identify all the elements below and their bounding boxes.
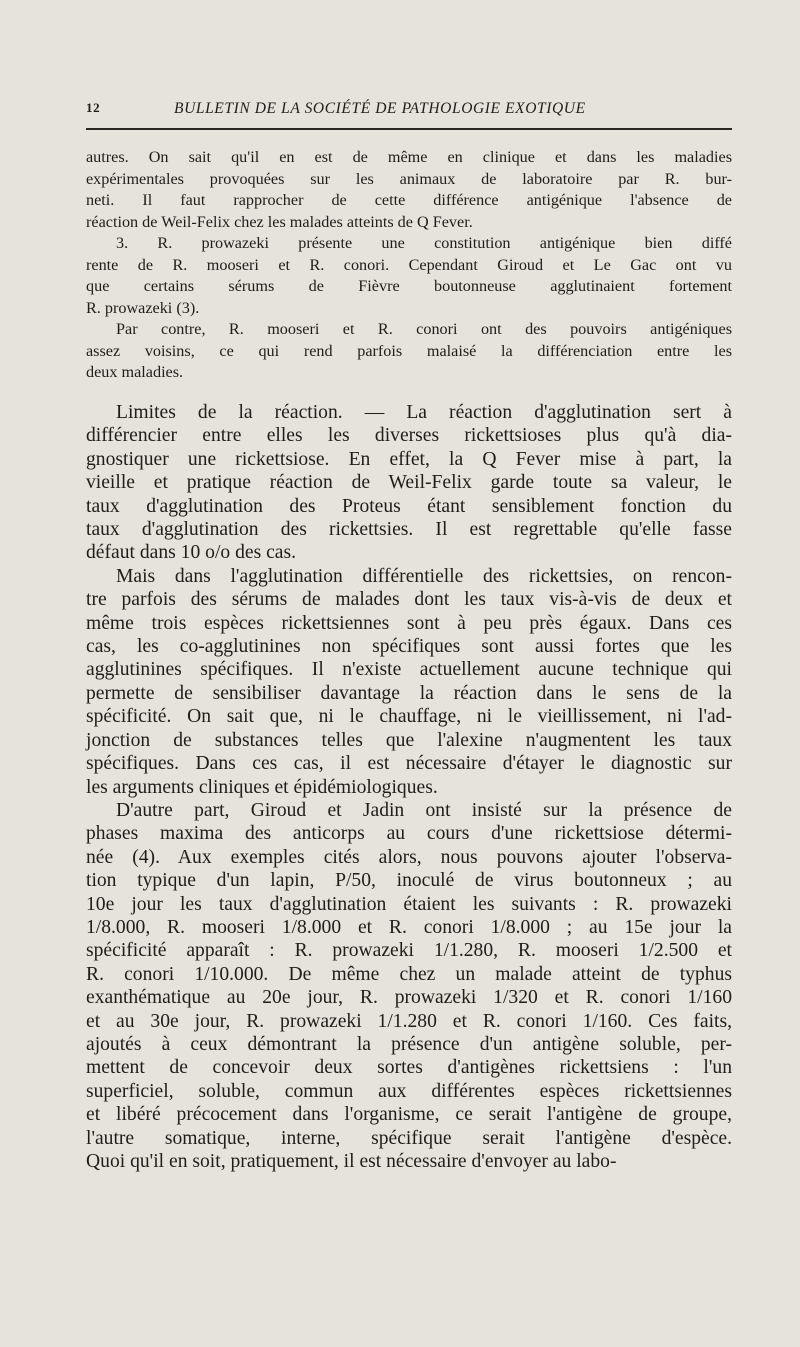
text-line: Par contre, R. mooseri et R. conori ont des pouvoirs antigéniques bbox=[116, 320, 732, 338]
text-line: tion typique d'un lapin, P/50, inoculé de virus boutonneux ; au bbox=[86, 870, 732, 892]
text-line: taux d'agglutination des rickettsies. Il est regrettable qu'elle fasse bbox=[86, 519, 732, 541]
text-line: rente de R. mooseri et R. conori. Cependant Giroud et Le Gac ont vu bbox=[86, 255, 732, 274]
text-line: même trois espèces rickettsiennes sont à peu près égaux. Dans ces bbox=[86, 612, 732, 634]
text-line: exanthématique au 20e jour, R. prowazeki 1/320 et R. conori 1/160 bbox=[86, 987, 732, 1009]
text-line: réaction de Weil-Felix chez les malades atteints de Q Fever. bbox=[86, 212, 473, 231]
text-line: agglutinines spécifiques. Il n'existe actuellement aucune technique qui bbox=[86, 659, 732, 681]
text-line: et libéré précocement dans l'organisme, ce serait l'antigène de groupe, bbox=[86, 1104, 732, 1126]
page-number: 12 bbox=[86, 100, 101, 115]
text-line: 10e jour les taux d'agglutination étaient les suivants : R. prowazeki bbox=[86, 893, 732, 915]
small-text-block bbox=[86, 147, 732, 384]
text-line: Quoi qu'il en soit, pratiquement, il est nécessaire d'envoyer au labo- bbox=[86, 1151, 617, 1172]
text-line: différencier entre elles les diverses rickettsioses plus qu'à dia- bbox=[86, 425, 732, 447]
text-line: neti. Il faut rapprocher de cette différence antigénique l'absence de bbox=[86, 191, 732, 209]
text-line: jonction de substances telles que l'alexine n'augmentent les taux bbox=[86, 729, 732, 751]
text-line: permette de sensibiliser davantage la réaction dans le sens de la bbox=[86, 682, 732, 704]
text-line: spécificité. On sait que, ni le chauffage, ni le vieillissement, ni l'ad- bbox=[86, 706, 732, 728]
text-line: spécificité apparaît : R. prowazeki 1/1.280, R. mooseri 1/2.500 et bbox=[86, 940, 732, 962]
text-line: que certains sérums de Fièvre boutonneuse agglutinaient fortement bbox=[86, 277, 732, 295]
text-line: et au 30e jour, R. prowazeki 1/1.280 et R. conori 1/160. Ces faits, bbox=[86, 1010, 732, 1032]
text-line: 3. R. prowazeki présente une constitution antigénique bien diffé bbox=[116, 234, 732, 252]
text-line: 1/8.000, R. mooseri 1/8.000 et R. conori 1/8.000 ; au 15e jour la bbox=[86, 916, 732, 938]
text-line: ajoutés à ceux démontrant la présence d'un antigène soluble, per- bbox=[86, 1033, 732, 1055]
text-line: vieille et pratique réaction de Weil-Felix garde toute sa valeur, le bbox=[86, 472, 732, 494]
text-line: l'autre somatique, interne, spécifique serait l'antigène d'espèce. bbox=[86, 1127, 732, 1149]
text-line: tre parfois des sérums de malades dont les taux vis-à-vis de deux et bbox=[86, 589, 732, 611]
text-line: R. conori 1/10.000. De même chez un malade atteint de typhus bbox=[86, 963, 732, 985]
text-line: cas, les co-agglutinines non spécifiques sont aussi fortes que les bbox=[86, 636, 732, 658]
text-line: spécifiques. Dans ces cas, il est nécessaire d'étayer le diagnostic sur bbox=[86, 753, 732, 775]
body-text-block bbox=[86, 401, 732, 1173]
text-line: phases maxima des anticorps au cours d'une rickettsiose détermi- bbox=[86, 823, 732, 845]
text-line: Limites de la réaction. — La réaction d'agglutination sert à bbox=[116, 402, 732, 423]
text-line: R. prowazeki (3). bbox=[86, 298, 200, 317]
text-line: expérimentales provoquées sur les animaux de laboratoire par R. bur- bbox=[86, 169, 732, 188]
header-rule bbox=[86, 128, 732, 130]
text-line: mettent de concevoir deux sortes d'antigènes rickettsiens : l'un bbox=[86, 1057, 732, 1079]
journal-title: BULLETIN DE LA SOCIÉTÉ DE PATHOLOGIE EXOTIQUE bbox=[174, 100, 586, 117]
text-line: assez voisins, ce qui rend parfois malaisé la différenciation entre les bbox=[86, 341, 732, 360]
text-line: autres. On sait qu'il en est de même en clinique et dans les maladies bbox=[86, 148, 732, 166]
text-line: défaut dans 10 o/o des cas. bbox=[86, 542, 297, 564]
text-line: D'autre part, Giroud et Jadin ont insisté sur la présence de bbox=[116, 799, 732, 821]
text-line: les arguments cliniques et épidémiologiques. bbox=[86, 776, 438, 798]
text-line: superficiel, soluble, commun aux différentes espèces rickettsiennes bbox=[86, 1080, 732, 1102]
text-line: deux maladies. bbox=[86, 363, 184, 381]
text-line: Mais dans l'agglutination différentielle des rickettsies, on rencon- bbox=[116, 565, 732, 587]
text-line: gnostiquer une rickettsiose. En effet, la Q Fever mise à part, la bbox=[86, 448, 732, 470]
text-line: née (4). Aux exemples cités alors, nous pouvons ajouter l'observa- bbox=[86, 846, 732, 868]
text-line: taux d'agglutination des Proteus étant sensiblement fonction du bbox=[86, 495, 732, 517]
